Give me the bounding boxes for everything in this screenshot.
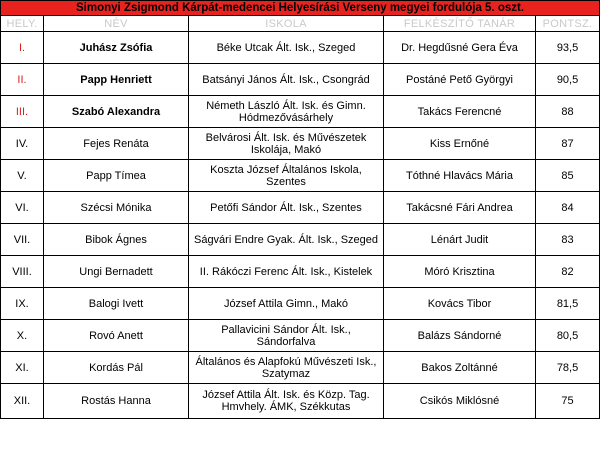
teacher-cell: Takácsné Fári Andrea bbox=[384, 192, 536, 224]
place-cell: I. bbox=[1, 32, 44, 64]
name-cell: Papp Tímea bbox=[44, 160, 189, 192]
header-points: PONTSZ. bbox=[536, 16, 600, 32]
name-cell: Balogi Ivett bbox=[44, 288, 189, 320]
name-cell: Rovó Anett bbox=[44, 320, 189, 352]
teacher-cell: Móró Krisztina bbox=[384, 256, 536, 288]
table-row bbox=[1, 256, 600, 288]
name-cell: Fejes Renáta bbox=[44, 128, 189, 160]
school-cell: II. Rákóczi Ferenc Ált. Isk., Kistelek bbox=[189, 256, 384, 288]
points-cell: 90,5 bbox=[536, 64, 600, 96]
teacher-cell: Kiss Ernőné bbox=[384, 128, 536, 160]
school-cell: Petőfi Sándor Ált. Isk., Szentes bbox=[189, 192, 384, 224]
name-cell: Ungi Bernadett bbox=[44, 256, 189, 288]
teacher-cell: Kovács Tibor bbox=[384, 288, 536, 320]
place-cell: IX. bbox=[1, 288, 44, 320]
teacher-cell: Lénárt Judit bbox=[384, 224, 536, 256]
school-cell: Belvárosi Ált. Isk. és Művészetek Iskolája, Makó bbox=[189, 128, 384, 160]
place-cell: V. bbox=[1, 160, 44, 192]
points-cell: 78,5 bbox=[536, 352, 600, 384]
table-row bbox=[1, 352, 600, 384]
points-cell: 88 bbox=[536, 96, 600, 128]
name-cell: Rostás Hanna bbox=[44, 384, 189, 419]
header-name: NÉV bbox=[44, 16, 189, 32]
teacher-cell: Bakos Zoltánné bbox=[384, 352, 536, 384]
teacher-cell: Tóthné Hlavács Mária bbox=[384, 160, 536, 192]
place-cell: XI. bbox=[1, 352, 44, 384]
points-cell: 82 bbox=[536, 256, 600, 288]
place-cell: VI. bbox=[1, 192, 44, 224]
teacher-cell: Takács Ferencné bbox=[384, 96, 536, 128]
school-cell: Ságvári Endre Gyak. Ált. Isk., Szeged bbox=[189, 224, 384, 256]
header-teacher: FELKÉSZÍTŐ TANÁR bbox=[384, 16, 536, 32]
points-cell: 85 bbox=[536, 160, 600, 192]
points-cell: 93,5 bbox=[536, 32, 600, 64]
school-cell: Németh László Ált. Isk. és Gimn. Hódmezővásárhely bbox=[189, 96, 384, 128]
table-row bbox=[1, 128, 600, 160]
school-cell: Pallavicini Sándor Ált. Isk., Sándorfalva bbox=[189, 320, 384, 352]
table-row bbox=[1, 288, 600, 320]
points-cell: 83 bbox=[536, 224, 600, 256]
school-cell: József Attila Ált. Isk. és Közp. Tag. Hmvhely. ÁMK, Székkutas bbox=[189, 384, 384, 419]
points-cell: 75 bbox=[536, 384, 600, 419]
name-cell: Bibok Ágnes bbox=[44, 224, 189, 256]
teacher-cell: Csikós Miklósné bbox=[384, 384, 536, 419]
table-row bbox=[1, 192, 600, 224]
points-cell: 84 bbox=[536, 192, 600, 224]
place-cell: X. bbox=[1, 320, 44, 352]
place-cell: III. bbox=[1, 96, 44, 128]
school-cell: Általános és Alapfokú Művészeti Isk., Szatymaz bbox=[189, 352, 384, 384]
title-row bbox=[1, 1, 600, 16]
name-cell: Szécsi Mónika bbox=[44, 192, 189, 224]
school-cell: Béke Utcak Ált. Isk., Szeged bbox=[189, 32, 384, 64]
header-school: ISKOLA bbox=[189, 16, 384, 32]
school-cell: Batsányi János Ált. Isk., Csongrád bbox=[189, 64, 384, 96]
school-cell: Koszta József Általános Iskola, Szentes bbox=[189, 160, 384, 192]
table-row bbox=[1, 320, 600, 352]
points-cell: 87 bbox=[536, 128, 600, 160]
place-cell: II. bbox=[1, 64, 44, 96]
place-cell: IV. bbox=[1, 128, 44, 160]
table-row bbox=[1, 224, 600, 256]
name-cell: Kordás Pál bbox=[44, 352, 189, 384]
teacher-cell: Postáné Pető Györgyi bbox=[384, 64, 536, 96]
table-row bbox=[1, 32, 600, 64]
name-cell: Juhász Zsófia bbox=[44, 32, 189, 64]
place-cell: XII. bbox=[1, 384, 44, 419]
name-cell: Szabó Alexandra bbox=[44, 96, 189, 128]
header-row bbox=[1, 16, 600, 32]
table-row bbox=[1, 64, 600, 96]
teacher-cell: Balázs Sándorné bbox=[384, 320, 536, 352]
table-title: Simonyi Zsigmond Kárpát-medencei Helyesírási Verseny megyei fordulója 5. oszt. bbox=[1, 1, 600, 16]
header-place: HELY. bbox=[1, 16, 44, 32]
place-cell: VII. bbox=[1, 224, 44, 256]
table-row bbox=[1, 160, 600, 192]
table-row bbox=[1, 384, 600, 419]
table-row bbox=[1, 96, 600, 128]
school-cell: József Attila Gimn., Makó bbox=[189, 288, 384, 320]
name-cell: Papp Henriett bbox=[44, 64, 189, 96]
points-cell: 80,5 bbox=[536, 320, 600, 352]
teacher-cell: Dr. Hegdűsné Gera Éva bbox=[384, 32, 536, 64]
points-cell: 81,5 bbox=[536, 288, 600, 320]
place-cell: VIII. bbox=[1, 256, 44, 288]
